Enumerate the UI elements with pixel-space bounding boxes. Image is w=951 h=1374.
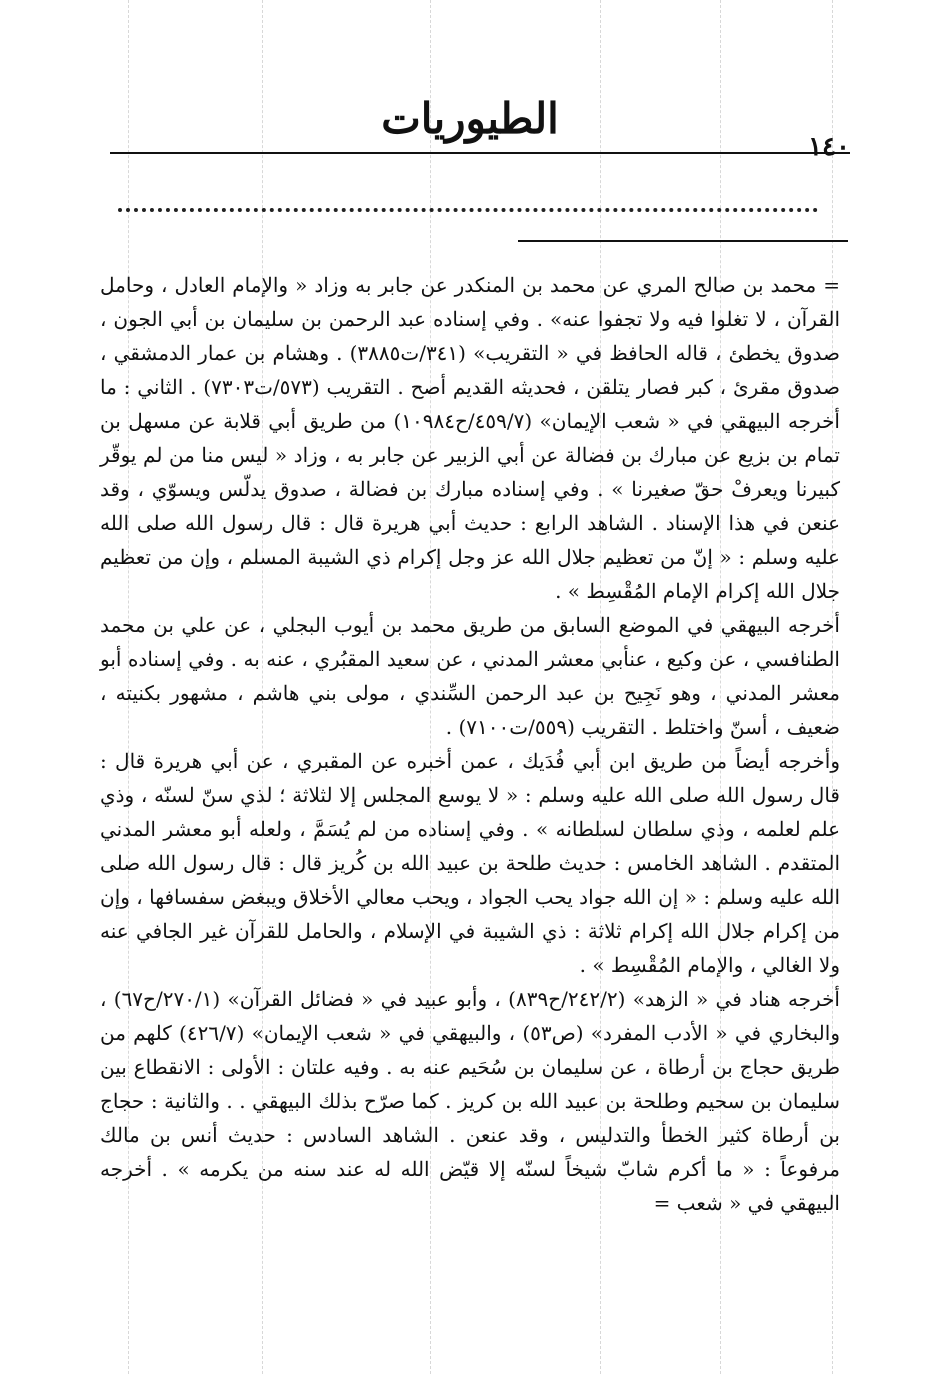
footnote-text xyxy=(100,268,840,1368)
omitted-text-dots xyxy=(118,208,818,212)
header-divider xyxy=(110,152,850,154)
footnote-paragraph: أخرجه هناد في « الزهد» (٢٤٢/٢/ح٨٣٩) ، وأبو عبيد في « فضائل القرآن» (٢٧٠/١/ح٦٧) ، والبخاري في « الأدب المفرد» (ص٥٣) ، والبيهقي في « شعب الإيمان» (٤٢٦/٧) كلهم من طريق حجاج بن أرطاة ، عن سليمان بن سُحَيم عنه به . وفيه علتان : الأولى : الانقطاع بين سليمان بن سحيم وطلحة بن عبيد الله بن كريز . كما صرّح بذلك البيهقي . . والثانية : حجاج بن أرطاة كثير الخطأ والتدليس ، وقد عنعن . الشاهد السادس : حديث أنس بن مالك مرفوعاً : « ما أكرم شابّ شيخاً لسنّه إلا قيّض الله له عند سنه من يكرمه » . أخرجه البيهقي في « شعب = xyxy=(100,987,840,1215)
footnote-separator xyxy=(518,240,848,242)
page-number: ١٤٠ xyxy=(808,132,850,162)
footnote-paragraph: وأخرجه أيضاً من طريق ابن أبي فُدَيك ، عمن أخبره عن المقبري ، عن أبي هريرة قال : قال رسول الله صلى الله عليه وسلم : « لا يوسع المجلس إلا لثلاثة ؛ لذي سنّ لسنّه ، وذي علم لعلمه ، وذي سلطان لسلطانه » . وفي إسناده من لم يُسَمَّ ، ولعله أبو معشر المدني المتقدم . الشاهد الخامس : حديث طلحة بن عبيد الله بن كُريز قال : قال رسول الله صلى الله عليه وسلم : « إن الله جواد يحب الجواد ، ويحب معالي الأخلاق ويبغض سفسافها ، وإن من إكرام جلال الله إكرام ثلاثة : ذي الشيبة في الإسلام ، والحامل للقرآن غير الجافي عنه ولا الغالي ، والإمام المُقْسِط » . xyxy=(100,749,840,977)
footnote-paragraph: = محمد بن صالح المري عن محمد بن المنكدر عن جابر به وزاد « والإمام العادل ، وحامل القرآن ، لا تغلوا فيه ولا تجفوا عنه» . وفي إسناده عبد الرحمن بن سليمان بن أبي الجون ، صدوق يخطئ ، قاله الحافظ في « التقريب» (٣٤١/ت٣٨٨٥) . وهشام بن عمار الدمشقي ، صدوق مقرئ ، كبر فصار يتلقن ، فحديثه القديم أصح . التقريب (٥٧٣/ت٧٣٠٣) . الثاني : ما أخرجه البيهقي في « شعب الإيمان» (٤٥٩/٧/ح١٠٩٨٤) من طريق أبي قلابة عن مسهل بن تمام بن بزيع عن مبارك بن فضالة عن أبي الزبير عن جابر به ، وزاد « ليس منا من لم يوقّر كبيرنا ويعرفْ حقّ صغيرنا » . وفي إسناده مبارك بن فضالة ، صدوق يدلّس ويسوّي ، وقد عنعن في هذا الإسناد . الشاهد الرابع : حديث أبي هريرة قال : قال رسول الله صلى الله عليه وسلم : « إنّ من تعظيم جلال الله عز وجل إكرام ذي الشيبة المسلم ، وإن من تعظيم جلال الله إكرام الإمام المُقْسِط » . xyxy=(100,273,841,603)
footnote-paragraph: أخرجه البيهقي في الموضع السابق من طريق محمد بن أيوب البجلي ، عن علي بن محمد الطنافسي ، عن وكيع ، عنأبي معشر المدني ، عن سعيد المقبُري ، عنه به . وفي إسناده أبو معشر المدني ، وهو نَجِيح بن عبد الرحمن السِّندي ، مولى بني هاشم ، مشهور بكنيته ، ضعيف ، أسنّ واختلط . التقريب (٥٥٩/ت٧١٠٠) . xyxy=(100,613,840,739)
page-title: الطيوريات xyxy=(381,94,559,143)
